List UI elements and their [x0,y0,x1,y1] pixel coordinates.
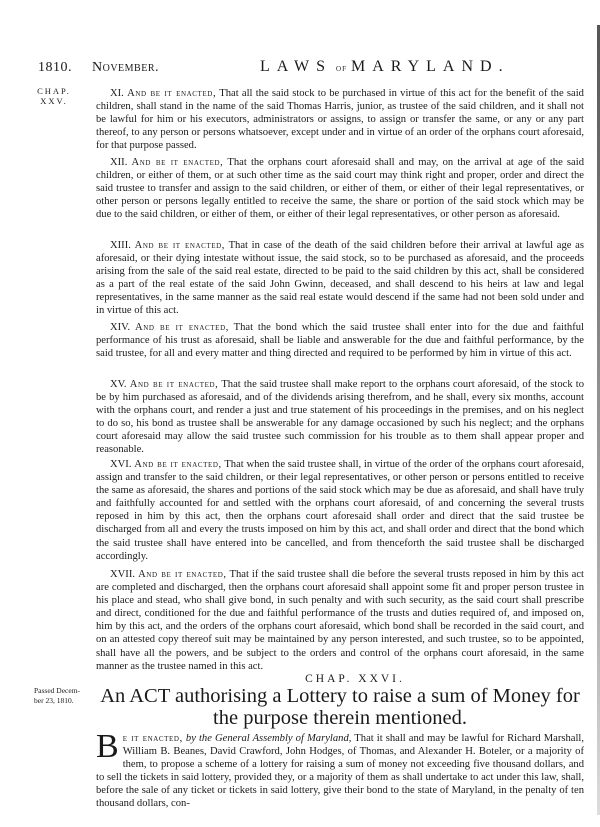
section-text: That all the said stock to be purchased in virtue of this act for the benefit of the said children, shall stand in the name of the said Thomas Harris, junior, as trustee of the said children, and it shall not be lawful for him or his executors, administrators or assigns, to assign or transfer the same, or any or any part thereof, to any person or persons whatsoever, except under and in virtue of an order of the orphans court aforesaid, for that purpose passed. [96,88,584,152]
section-xiii [96,239,584,318]
section-formula: And be it enacted, [134,322,229,333]
section-number: XIV. [110,322,131,333]
section-text: That the orphans court aforesaid shall and may, on the arrival at age of the said children, or either of them, or at such other time as the said court may think right and proper, order and direct the said trustee to transfer and assign to the said children, or either of them, or either of their legal representatives, or other person or persons legally entitled to receive the same, the share or portion of the said stock which may be due to the said children, or either of them, or either of their legal representatives, or other person as aforesaid. [96,157,584,221]
section-text: That in case of the death of the said children before their arrival at lawful age as aforesaid, or their dying intestate without issue, the said stock, so to be purchased as aforesaid, and the proceeds arising from the sale of the said real estate, directed to be paid to the said children by this act, shall be considered as a part of the real estate of the said John Gwinn, deceased, and shall descend to his heirs at law and legal representatives, in the same manner as the said real estate would descend if the same had not been sold under and in virtue of this act. [96,240,584,317]
margin-chap-number: XXV. [40,96,68,106]
section-formula: And be it enacted, [127,88,217,99]
margin-passed-date: ber 23, 1810. [34,696,74,705]
section-xvi [96,458,584,563]
section-number: XV. [110,379,127,390]
margin-chap-label: CHAP. [37,86,71,96]
section-formula: And be it enacted, [131,157,224,168]
enacting-authority: by the General Assembly of Maryland, [185,733,352,744]
section-text: That the bond which the said trustee shall enter into for the due and faithful performance of his trust as aforesaid, shall be liable and answerable for the due and faithful performance, by the said trustee, for all and every matter and thing directed and required to be performed by him in virtue of this act. [96,322,584,360]
drop-cap: B [96,728,119,765]
enacting-clause [96,728,585,811]
margin-chapter-note [30,86,78,106]
section-number: XVII. [110,569,136,580]
margin-passed-label: Passed Decem- [34,686,81,695]
section-number: XI. [110,88,124,99]
section-formula: And be it enacted, [134,240,226,251]
enacting-formula: e it enacted, [122,733,183,744]
section-text: That when the said trustee shall, in virtue of the order of the orphans court aforesaid, assign and transfer to the said children, or their legal representatives, or other person or persons entitled to receive the same as aforesaid, the shares and portions of the said stock which may be due as aforesaid, and shall have truly and faithfully accounted for and settled with the orphans court aforesaid, of and concerning the several trusts reposed in him by this act, then the orphans court aforesaid shall order and direct that the said trustee be discharged from all and every the trusts imposed on him by this act, and shall order and direct that the bond which the said trustee shall have entered into be cancelled, and from thenceforth the said trustee shall be discharged accordingly. [96,459,584,562]
section-number: XVI. [110,459,132,470]
enacting-text: That it shall and may be lawful for Richard Marshall, William B. Beanes, David Crawford, John Hodges, of Thomas, and Alexander H. Boteler, or a majority of them, to propose a scheme of a lottery for raising a sum of money not exceeding five thousand dollars, and to sell the tickets in said lottery, provided they, or a majority of them as shall undertake to act under this law, shall, before the sale of any ticket or tickets in said lottery, give their bond to the state of Maryland, in the penalty of ten thousand dollars, con- [96,733,585,810]
section-text: That if the said trustee shall die before the several trusts reposed in him by this act are completed and discharged, then the orphans court aforesaid shall appoint some fit and proper person trustee in his place and stead, who shall give bond, in such penalty and with such security, as the said court shall prescribe and direct, conditioned for the due and faithful performance of the trusts and duties required of, and imposed on, him by this act, and the orders of the orphans court aforesaid, which bond shall be recorded in the said court, and on an attested copy thereof suit may be maintained by any person interested, and such trustee, so to be appointed, shall have all the powers, and be subject to the orders and control of the orphans court aforesaid, in the same manner as the trustee named in this act. [96,569,584,672]
chapter-heading: CHAP. XXVI. [305,673,405,685]
section-xiv [96,321,584,360]
margin-passed-note [34,686,94,706]
header-year: 1810. [38,60,72,75]
section-xi [96,87,584,152]
header-title [260,58,510,76]
header-month: November. [92,60,160,75]
section-formula: And be it enacted, [134,459,222,470]
section-formula: And be it enacted, [138,569,227,580]
section-xv [96,378,584,457]
act-title: An ACT authorising a Lottery to raise a sum of Money for the purpose therein mentioned. [100,685,580,729]
section-number: XIII. [110,240,131,251]
section-xii [96,156,584,221]
section-text: That the said trustee shall make report to the orphans court aforesaid, of the stock to be by him purchased as aforesaid, and of the dividends arising therefrom, and he shall, every six months, account with the orphans court, and render a just and true statement of his proceedings in the premises, and on his neglect to do so, his bond as trustee shall be answerable for any damage occasioned by such his neglect; and the orphans court aforesaid may allow the said trustee such commission for his trouble as to them shall appear proper and reasonable. [96,379,584,456]
header-title-of: of [336,63,347,74]
section-xvii [96,568,584,673]
header-title-laws: LAWS [260,58,333,75]
section-formula: And be it enacted, [129,379,219,390]
running-header [38,60,578,80]
section-number: XII. [110,157,128,168]
header-title-maryland: MARYLAND. [351,58,510,75]
